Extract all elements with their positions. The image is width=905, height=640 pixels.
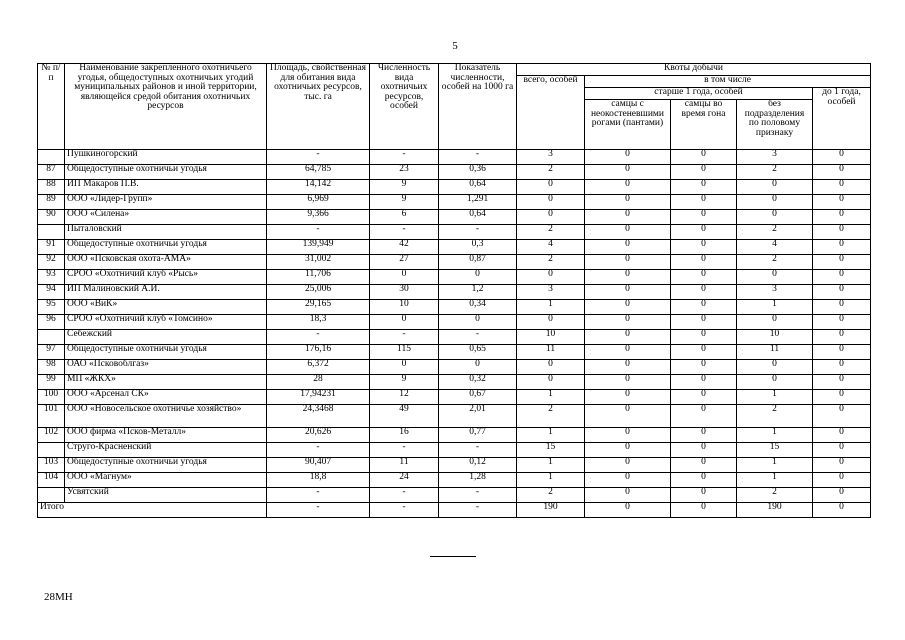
cell-no-sex: 1: [737, 300, 813, 315]
cell-males-rut: 0: [671, 150, 737, 165]
cell-no-sex: 10: [737, 330, 813, 345]
cell-population: 10: [370, 300, 439, 315]
cell-total: 11: [517, 345, 585, 360]
cell-younger: 0: [813, 458, 871, 473]
cell-area: 6,372: [267, 360, 370, 375]
total-cell-rut: 0: [671, 503, 737, 518]
cell-name: СРОО «Охотничий клуб «Рысь»: [65, 270, 267, 285]
cell-num: 91: [38, 240, 65, 255]
header-total: всего, особей: [517, 76, 585, 150]
cell-num: [38, 443, 65, 458]
cell-density: 0,3: [439, 240, 517, 255]
cell-males-rut: 0: [671, 345, 737, 360]
cell-name: Струго-Красненский: [65, 443, 267, 458]
cell-area: -: [267, 330, 370, 345]
cell-num: 88: [38, 180, 65, 195]
cell-total: 0: [517, 375, 585, 390]
header-males-rut: самцы во время гона: [671, 100, 737, 150]
cell-area: 17,94231: [267, 390, 370, 405]
cell-no-sex: 0: [737, 180, 813, 195]
cell-area: -: [267, 225, 370, 240]
cell-density: 1,291: [439, 195, 517, 210]
cell-males-antlers: 0: [585, 240, 671, 255]
cell-area: 11,706: [267, 270, 370, 285]
table-row: [38, 150, 871, 165]
cell-males-rut: 0: [671, 488, 737, 503]
cell-area: 28: [267, 375, 370, 390]
cell-area: -: [267, 443, 370, 458]
cell-area: 139,949: [267, 240, 370, 255]
cell-population: 11: [370, 458, 439, 473]
cell-num: 93: [38, 270, 65, 285]
total-cell-antlers: 0: [585, 503, 671, 518]
table-row: [38, 270, 871, 285]
cell-males-rut: 0: [671, 165, 737, 180]
cell-males-rut: 0: [671, 360, 737, 375]
cell-area: 6,969: [267, 195, 370, 210]
cell-area: 18,8: [267, 473, 370, 488]
cell-no-sex: 0: [737, 315, 813, 330]
cell-area: 24,3468: [267, 405, 370, 428]
header-older: старше 1 года, особей: [585, 88, 813, 100]
cell-area: 14,142: [267, 180, 370, 195]
cell-males-antlers: 0: [585, 210, 671, 225]
table-row: [38, 345, 871, 360]
cell-males-antlers: 0: [585, 488, 671, 503]
cell-name: ООО «Магнум»: [65, 473, 267, 488]
cell-num: 103: [38, 458, 65, 473]
table-row: [38, 240, 871, 255]
cell-males-antlers: 0: [585, 165, 671, 180]
cell-younger: 0: [813, 345, 871, 360]
cell-total: 4: [517, 240, 585, 255]
header-num: № п/п: [38, 64, 65, 150]
cell-no-sex: 2: [737, 488, 813, 503]
cell-males-rut: 0: [671, 428, 737, 443]
cell-no-sex: 2: [737, 225, 813, 240]
cell-num: [38, 225, 65, 240]
cell-num: 96: [38, 315, 65, 330]
total-cell-pop: -: [370, 503, 439, 518]
cell-num: [38, 330, 65, 345]
header-including: в том числе: [585, 76, 871, 88]
table-row: [38, 428, 871, 443]
cell-name: ООО «Псковская охота-АМА»: [65, 255, 267, 270]
cell-males-antlers: 0: [585, 255, 671, 270]
table-row: [38, 375, 871, 390]
cell-males-antlers: 0: [585, 473, 671, 488]
cell-density: -: [439, 488, 517, 503]
cell-num: 90: [38, 210, 65, 225]
cell-density: 1,28: [439, 473, 517, 488]
cell-younger: 0: [813, 225, 871, 240]
cell-name: ООО «Лидер-Групп»: [65, 195, 267, 210]
cell-num: 97: [38, 345, 65, 360]
cell-total: 1: [517, 473, 585, 488]
header-area: Площадь, свойственная для обитания вида охотничьих ресурсов, тыс. га: [267, 64, 370, 150]
cell-total: 1: [517, 458, 585, 473]
cell-population: 0: [370, 315, 439, 330]
cell-no-sex: 3: [737, 285, 813, 300]
cell-population: 24: [370, 473, 439, 488]
cell-no-sex: 0: [737, 270, 813, 285]
cell-males-rut: 0: [671, 375, 737, 390]
cell-density: -: [439, 443, 517, 458]
cell-younger: 0: [813, 300, 871, 315]
cell-younger: 0: [813, 210, 871, 225]
cell-area: 29,165: [267, 300, 370, 315]
cell-total: 2: [517, 255, 585, 270]
table-header: [38, 64, 871, 150]
cell-total: 0: [517, 270, 585, 285]
cell-population: 9: [370, 375, 439, 390]
table-row: [38, 360, 871, 375]
cell-younger: 0: [813, 428, 871, 443]
cell-area: 9,366: [267, 210, 370, 225]
cell-total: 10: [517, 330, 585, 345]
cell-area: 20,626: [267, 428, 370, 443]
cell-num: 87: [38, 165, 65, 180]
cell-population: 115: [370, 345, 439, 360]
table-row: [38, 165, 871, 180]
header-quota-group: Квоты добычи: [517, 64, 871, 76]
cell-males-antlers: 0: [585, 150, 671, 165]
cell-population: 6: [370, 210, 439, 225]
cell-num: 89: [38, 195, 65, 210]
cell-name: МП «ЖКХ»: [65, 375, 267, 390]
total-cell-total: 190: [517, 503, 585, 518]
header-younger: до 1 года, особей: [813, 88, 871, 150]
cell-no-sex: 11: [737, 345, 813, 360]
header-no-sex: без подразделения по половому признаку: [737, 100, 813, 150]
cell-no-sex: 1: [737, 473, 813, 488]
cell-population: 9: [370, 180, 439, 195]
cell-name: ООО «Новосельское охотничье хозяйство»: [65, 405, 267, 428]
cell-name: Усвятский: [65, 488, 267, 503]
cell-area: 64,785: [267, 165, 370, 180]
cell-population: -: [370, 330, 439, 345]
cell-males-rut: 0: [671, 443, 737, 458]
cell-males-rut: 0: [671, 390, 737, 405]
cell-males-antlers: 0: [585, 458, 671, 473]
cell-density: 0,77: [439, 428, 517, 443]
cell-density: -: [439, 330, 517, 345]
cell-name: Себежский: [65, 330, 267, 345]
cell-density: 0,64: [439, 210, 517, 225]
cell-males-antlers: 0: [585, 270, 671, 285]
cell-total: 1: [517, 428, 585, 443]
cell-males-rut: 0: [671, 225, 737, 240]
cell-name: ООО «ВиК»: [65, 300, 267, 315]
cell-total: 0: [517, 195, 585, 210]
cell-no-sex: 2: [737, 165, 813, 180]
cell-density: -: [439, 225, 517, 240]
cell-area: -: [267, 150, 370, 165]
cell-name: ИП Макаров П.В.: [65, 180, 267, 195]
cell-younger: 0: [813, 405, 871, 428]
cell-no-sex: 15: [737, 443, 813, 458]
cell-total: 3: [517, 150, 585, 165]
cell-total: 2: [517, 405, 585, 428]
cell-population: 16: [370, 428, 439, 443]
cell-younger: 0: [813, 330, 871, 345]
cell-younger: 0: [813, 180, 871, 195]
cell-males-antlers: 0: [585, 180, 671, 195]
cell-younger: 0: [813, 488, 871, 503]
cell-males-antlers: 0: [585, 443, 671, 458]
cell-no-sex: 0: [737, 195, 813, 210]
table-row: [38, 330, 871, 345]
cell-num: [38, 488, 65, 503]
cell-total: 1: [517, 300, 585, 315]
cell-area: 176,16: [267, 345, 370, 360]
cell-males-rut: 0: [671, 240, 737, 255]
cell-name: Общедоступные охотничьи угодья: [65, 240, 267, 255]
cell-area: -: [267, 488, 370, 503]
cell-males-antlers: 0: [585, 390, 671, 405]
cell-area: 18,3: [267, 315, 370, 330]
table-row: [38, 300, 871, 315]
cell-total: 0: [517, 180, 585, 195]
cell-males-rut: 0: [671, 473, 737, 488]
cell-name: ООО «Арсенал СК»: [65, 390, 267, 405]
table-row: [38, 443, 871, 458]
cell-younger: 0: [813, 240, 871, 255]
cell-males-antlers: 0: [585, 195, 671, 210]
cell-name: ООО фирма «Псков-Металл»: [65, 428, 267, 443]
cell-total: 0: [517, 315, 585, 330]
cell-population: 0: [370, 360, 439, 375]
cell-males-antlers: 0: [585, 315, 671, 330]
cell-total: 0: [517, 210, 585, 225]
table-row: [38, 458, 871, 473]
total-cell-nosex: 190: [737, 503, 813, 518]
cell-num: 100: [38, 390, 65, 405]
cell-density: 1,2: [439, 285, 517, 300]
cell-no-sex: 1: [737, 458, 813, 473]
cell-num: 95: [38, 300, 65, 315]
cell-population: -: [370, 225, 439, 240]
cell-num: 104: [38, 473, 65, 488]
cell-younger: 0: [813, 473, 871, 488]
cell-density: 0,36: [439, 165, 517, 180]
cell-males-rut: 0: [671, 195, 737, 210]
cell-males-rut: 0: [671, 270, 737, 285]
footer-code: 28МН: [44, 591, 73, 603]
cell-younger: 0: [813, 195, 871, 210]
cell-density: 0,32: [439, 375, 517, 390]
total-label: Итого: [38, 503, 267, 518]
header-population: Численность вида охотничьих ресурсов, особей: [370, 64, 439, 150]
cell-total: 15: [517, 443, 585, 458]
table-body: [38, 150, 871, 518]
cell-males-rut: 0: [671, 330, 737, 345]
cell-no-sex: 2: [737, 255, 813, 270]
cell-younger: 0: [813, 375, 871, 390]
cell-population: 30: [370, 285, 439, 300]
cell-males-antlers: 0: [585, 345, 671, 360]
cell-population: -: [370, 443, 439, 458]
total-cell-density: -: [439, 503, 517, 518]
cell-density: 0: [439, 270, 517, 285]
cell-total: 3: [517, 285, 585, 300]
cell-num: 94: [38, 285, 65, 300]
total-row: [38, 503, 871, 518]
quota-table: [37, 63, 871, 518]
cell-density: 0,34: [439, 300, 517, 315]
cell-no-sex: 0: [737, 210, 813, 225]
cell-males-rut: 0: [671, 180, 737, 195]
cell-no-sex: 0: [737, 360, 813, 375]
cell-name: Общедоступные охотничьи угодья: [65, 458, 267, 473]
cell-population: 49: [370, 405, 439, 428]
cell-density: 0,12: [439, 458, 517, 473]
cell-younger: 0: [813, 255, 871, 270]
page-number: 5: [452, 40, 458, 52]
cell-name: СРОО «Охотничий клуб «Томсино»: [65, 315, 267, 330]
cell-males-antlers: 0: [585, 428, 671, 443]
total-cell-area: -: [267, 503, 370, 518]
cell-males-antlers: 0: [585, 300, 671, 315]
cell-no-sex: 0: [737, 375, 813, 390]
cell-population: 0: [370, 270, 439, 285]
cell-density: -: [439, 150, 517, 165]
cell-total: 2: [517, 488, 585, 503]
cell-males-antlers: 0: [585, 330, 671, 345]
cell-total: 2: [517, 225, 585, 240]
cell-num: 101: [38, 405, 65, 428]
cell-name: ООО «Силена»: [65, 210, 267, 225]
cell-area: 90,407: [267, 458, 370, 473]
cell-no-sex: 1: [737, 390, 813, 405]
cell-no-sex: 4: [737, 240, 813, 255]
cell-no-sex: 2: [737, 405, 813, 428]
cell-area: 25,006: [267, 285, 370, 300]
header-males-antlers: самцы с неокостеневшими рогами (пантами): [585, 100, 671, 150]
cell-males-rut: 0: [671, 285, 737, 300]
cell-males-antlers: 0: [585, 225, 671, 240]
cell-younger: 0: [813, 165, 871, 180]
cell-males-antlers: 0: [585, 360, 671, 375]
cell-name: Общедоступные охотничьи угодья: [65, 165, 267, 180]
separator-rule: [430, 556, 476, 557]
table-row: [38, 315, 871, 330]
cell-males-rut: 0: [671, 315, 737, 330]
cell-males-rut: 0: [671, 458, 737, 473]
cell-younger: 0: [813, 150, 871, 165]
cell-younger: 0: [813, 285, 871, 300]
table-row: [38, 488, 871, 503]
table-row: [38, 473, 871, 488]
cell-num: 98: [38, 360, 65, 375]
table-row: [38, 255, 871, 270]
cell-younger: 0: [813, 360, 871, 375]
cell-population: 9: [370, 195, 439, 210]
cell-name: Пушкиногорский: [65, 150, 267, 165]
table-row: [38, 210, 871, 225]
cell-density: 0: [439, 315, 517, 330]
cell-population: 42: [370, 240, 439, 255]
table-row: [38, 225, 871, 240]
cell-no-sex: 1: [737, 428, 813, 443]
cell-total: 2: [517, 165, 585, 180]
cell-younger: 0: [813, 390, 871, 405]
cell-total: 1: [517, 390, 585, 405]
cell-males-antlers: 0: [585, 285, 671, 300]
cell-density: 0,64: [439, 180, 517, 195]
cell-males-rut: 0: [671, 255, 737, 270]
cell-population: -: [370, 488, 439, 503]
cell-density: 0,67: [439, 390, 517, 405]
table-row: [38, 390, 871, 405]
table-row: [38, 195, 871, 210]
table-row: [38, 405, 871, 428]
cell-name: Пыталовский: [65, 225, 267, 240]
cell-name: ОАО «Псковоблгаз»: [65, 360, 267, 375]
cell-density: 2,01: [439, 405, 517, 428]
cell-males-antlers: 0: [585, 405, 671, 428]
cell-num: [38, 150, 65, 165]
table-row: [38, 285, 871, 300]
cell-population: 23: [370, 165, 439, 180]
cell-density: 0: [439, 360, 517, 375]
cell-younger: 0: [813, 270, 871, 285]
cell-population: 27: [370, 255, 439, 270]
header-density: Показатель численности, особей на 1000 га: [439, 64, 517, 150]
cell-males-rut: 0: [671, 210, 737, 225]
cell-area: 31,002: [267, 255, 370, 270]
cell-males-rut: 0: [671, 405, 737, 428]
cell-no-sex: 3: [737, 150, 813, 165]
cell-population: -: [370, 150, 439, 165]
cell-density: 0,87: [439, 255, 517, 270]
cell-num: 102: [38, 428, 65, 443]
table-row: [38, 180, 871, 195]
cell-density: 0,65: [439, 345, 517, 360]
cell-num: 99: [38, 375, 65, 390]
cell-population: 12: [370, 390, 439, 405]
cell-name: Общедоступные охотничьи угодья: [65, 345, 267, 360]
cell-younger: 0: [813, 443, 871, 458]
cell-total: 0: [517, 360, 585, 375]
cell-num: 92: [38, 255, 65, 270]
cell-name: ИП Малиновский А.И.: [65, 285, 267, 300]
cell-males-antlers: 0: [585, 375, 671, 390]
cell-males-rut: 0: [671, 300, 737, 315]
header-name: Наименование закрепленного охотничьего угодья, общедоступных охотничьих угодий муниципальных районов и иной территории, являющейся средой обитания охотничьих ресурсов: [65, 64, 267, 150]
total-cell-young: 0: [813, 503, 871, 518]
cell-younger: 0: [813, 315, 871, 330]
